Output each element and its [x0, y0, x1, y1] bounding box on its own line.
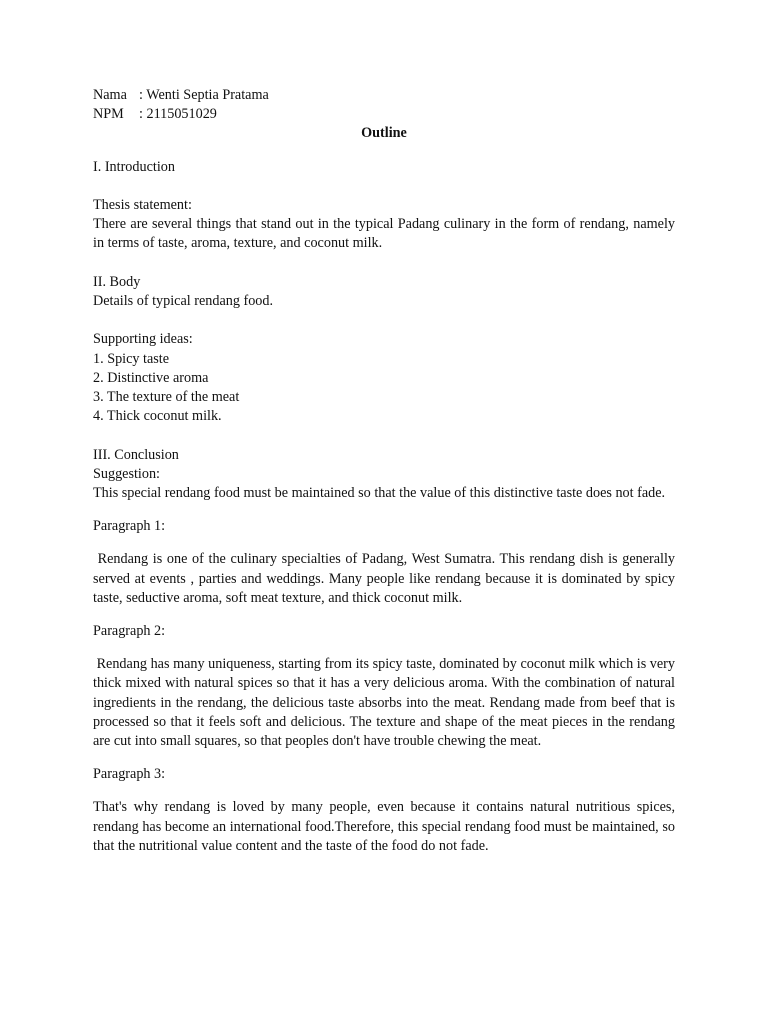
- supporting-idea-item: 3. The texture of the meat: [93, 389, 240, 405]
- suggestion-text: This special rendang food must be maintained so that the value of this distinctive taste does not fade.: [93, 485, 666, 501]
- paragraph-3-text: That's why rendang is loved by many people, even because it contains natural nutritious spices, rendang has become an international food.Therefore, this special rendang food must be maintained, so that the nutritional value content and the taste of the food do not fade.: [93, 799, 675, 854]
- paragraph-1-text: Rendang is one of the culinary specialties of Padang, West Sumatra. This rendang dish is generally served at events , parties and weddings. Many people like rendang because it is dominated by spicy taste, seductive aroma, soft meat texture, and thick coconut milk.: [93, 551, 679, 606]
- name-label: Nama: [93, 87, 127, 103]
- npm-row: [93, 105, 675, 124]
- paragraph-2-text: Rendang has many uniqueness, starting from its spicy taste, dominated by coconut milk which is very thick mixed with natural spices so that it has a very delicious aroma. With the combination of natural ingredients in the rendang, the delicious taste absorbs into the meat. Rendang made from beef that is processed so that it feels soft and delicious. The texture and shape of the meat pieces in the rendang are cut into small squares, so that peoples don't have trouble chewing the meat.: [93, 656, 679, 750]
- paragraph-1-label: Paragraph 1:: [93, 518, 166, 535]
- thesis-text: There are several things that stand out in the typical Padang culinary in the form of rendang, namely in terms of taste, aroma, texture, and coconut milk.: [93, 216, 675, 252]
- supporting-idea-item: 4. Thick coconut milk.: [93, 408, 222, 425]
- body-heading: II. Body: [93, 273, 141, 290]
- npm-value: : 2115051029: [139, 106, 217, 123]
- body-details: Details of typical rendang food.: [93, 293, 274, 309]
- npm-label: NPM: [93, 106, 124, 123]
- supporting-idea-item: 1. Spicy taste: [93, 350, 170, 367]
- paragraph-3-label: Paragraph 3:: [93, 766, 166, 783]
- supporting-idea-item: 2. Distinctive aroma: [93, 369, 209, 386]
- conclusion-heading: III. Conclusion: [93, 446, 179, 463]
- page-title: Outline: [361, 125, 407, 142]
- document-page: [93, 86, 679, 856]
- thesis-label: Thesis statement:: [93, 197, 192, 213]
- introduction-heading: I. Introduction: [93, 158, 175, 175]
- paragraph-2-label: Paragraph 2:: [93, 623, 166, 640]
- supporting-ideas-label: Supporting ideas:: [93, 331, 193, 348]
- suggestion-label: Suggestion:: [93, 465, 161, 482]
- name-value: : Wenti Septia Pratama: [139, 87, 269, 103]
- name-row: [93, 86, 675, 105]
